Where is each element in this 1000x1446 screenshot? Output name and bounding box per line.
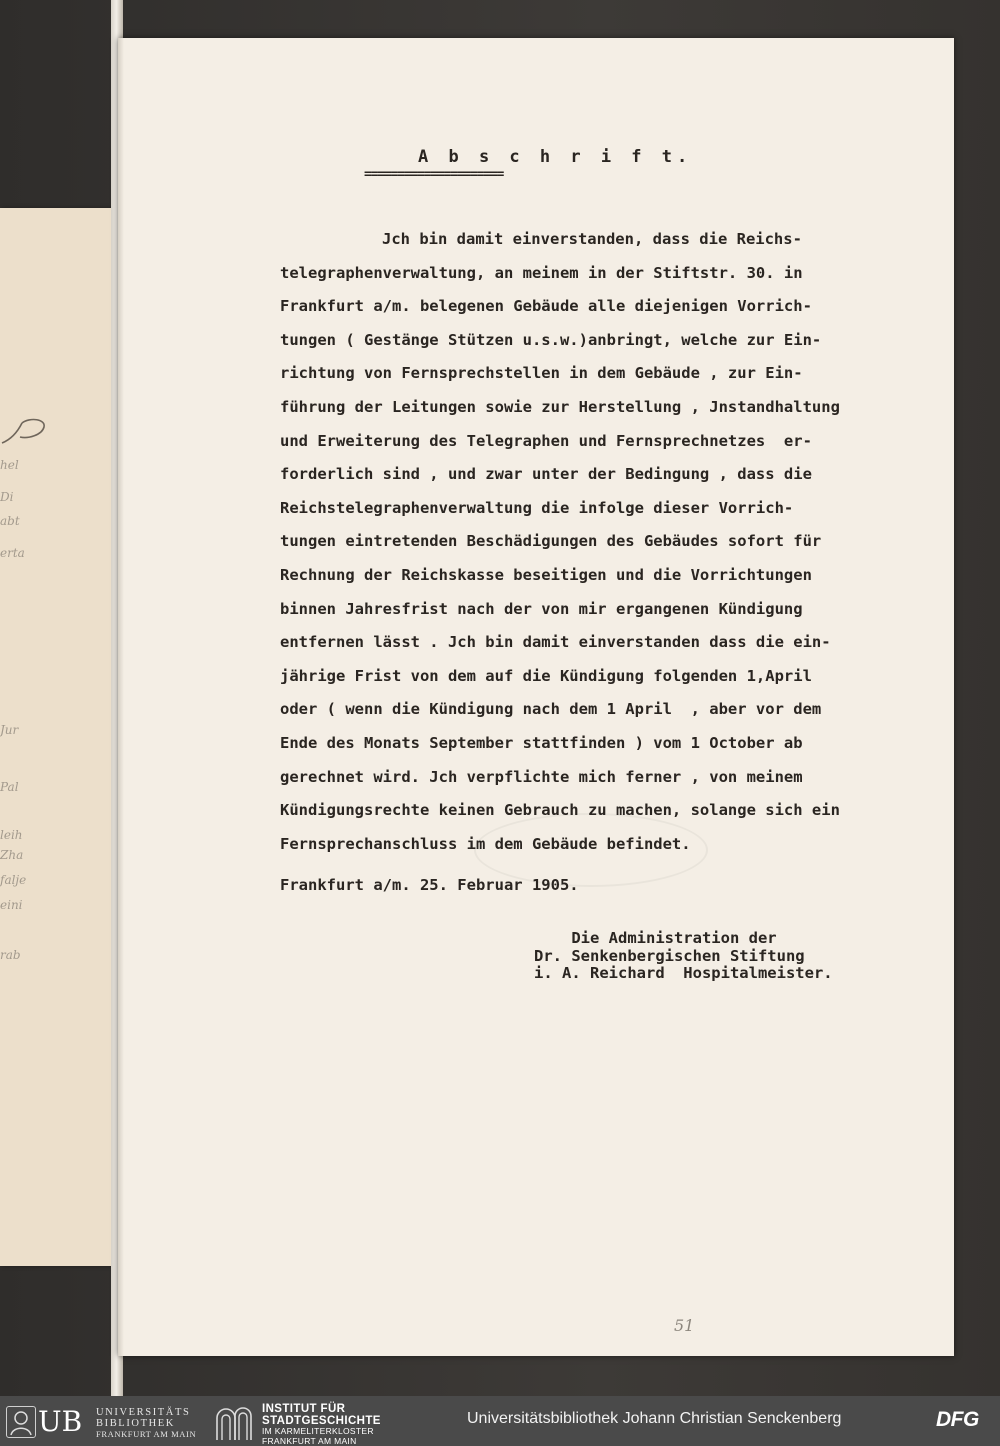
letter-body xyxy=(280,223,940,861)
bleed-through-mark: abt xyxy=(0,514,20,528)
isg-logo[interactable] xyxy=(214,1402,404,1446)
bleed-through-mark: Zha xyxy=(0,848,24,862)
isg-name xyxy=(262,1403,381,1446)
body-line: telegraphenverwaltung, an meinem in der Stiftstr. 30. in xyxy=(280,263,803,282)
isg-name-line: FRANKFURT AM MAIN xyxy=(262,1435,357,1446)
body-line: Frankfurt a/m. belegenen Gebäude alle diejenigen Vorrich- xyxy=(280,297,812,316)
body-line: und Erweiterung des Telegraphen und Fernsprechnetzes er- xyxy=(280,431,812,450)
body-line: oder ( wenn die Kündigung nach dem 1 April , aber vor dem xyxy=(280,700,822,719)
body-line: tungen ( Gestänge Stützen u.s.w.)anbringt, welche zur Ein- xyxy=(280,330,822,349)
ub-name-line: BIBLIOTHEK xyxy=(96,1417,175,1429)
body-line: Jch bin damit einverstanden, dass die Reichs- xyxy=(382,230,802,248)
title-underline: ===================== xyxy=(364,167,504,182)
goethe-portrait-icon xyxy=(6,1406,36,1438)
handwritten-mark-icon xyxy=(0,413,60,453)
ub-name xyxy=(96,1408,196,1440)
bleed-through-mark: eini xyxy=(0,898,23,912)
body-line: tungen eintretenden Beschädigungen des Gebäudes sofort für xyxy=(280,532,822,551)
bleed-through-mark: falje xyxy=(0,873,27,887)
document-title: A b s c h r i f t. xyxy=(418,147,693,167)
body-line: führung der Leitungen sowie zur Herstellung , Jnstandhaltung xyxy=(280,397,840,416)
underlying-sheet xyxy=(0,208,118,1266)
ub-name-line: UNIVERSITÄTS xyxy=(96,1407,191,1418)
ub-name-line: FRANKFURT AM MAIN xyxy=(96,1429,197,1439)
ub-letters: UB xyxy=(38,1405,83,1438)
pencil-page-number: 51 xyxy=(674,1316,695,1335)
bleed-through-mark: rab xyxy=(0,948,21,962)
isg-name-line: INSTITUT FÜR xyxy=(262,1403,346,1415)
place-and-date: Frankfurt a/m. 25. Februar 1905. xyxy=(280,876,579,894)
bleed-through-mark: erta xyxy=(0,546,25,560)
bleed-through-mark: Di xyxy=(0,490,14,504)
ub-logo[interactable] xyxy=(6,1404,201,1440)
isg-name-line: IM KARMELITERKLOSTER xyxy=(262,1426,374,1436)
signature-block xyxy=(534,930,833,983)
body-line: gerechnet wird. Jch verpflichte mich ferner , von meinem xyxy=(280,767,803,786)
footer-bar xyxy=(0,1396,1000,1446)
body-line: Rechnung der Reichskasse beseitigen und die Vorrichtungen xyxy=(280,565,812,584)
library-name[interactable]: Universitätsbibliothek Johann Christian Senckenberg xyxy=(467,1410,842,1427)
bleed-through-mark: Pal xyxy=(0,780,19,794)
signature-line: Dr. Senkenbergischen Stiftung xyxy=(534,946,805,965)
body-line: forderlich sind , und zwar unter der Bedingung , dass die xyxy=(280,465,812,484)
body-line: jährige Frist von dem auf die Kündigung folgenden 1,April xyxy=(280,666,812,685)
document-page xyxy=(118,38,954,1356)
page-edge-shadow xyxy=(118,38,124,1356)
body-line: Fernsprechanschluss im dem Gebäude befindet. xyxy=(280,834,691,853)
body-line: Kündigungsrechte keinen Gebrauch zu machen, solange sich ein xyxy=(280,801,840,820)
bleed-through-mark: leih xyxy=(0,828,23,842)
signature-line: i. A. Reichard Hospitalmeister. xyxy=(534,964,833,982)
body-line: Ende des Monats September stattfinden ) vom 1 October ab xyxy=(280,733,803,752)
signature-line: Die Administration der xyxy=(534,929,777,947)
arches-icon xyxy=(214,1404,254,1440)
dfg-logo[interactable]: DFG xyxy=(936,1408,979,1431)
body-line: richtung von Fernsprechstellen in dem Gebäude , zur Ein- xyxy=(280,364,803,383)
bleed-through-mark: hel xyxy=(0,458,19,472)
body-line: entfernen lässt . Jch bin damit einverstanden dass die ein- xyxy=(280,633,831,652)
bleed-through-mark: Jur xyxy=(0,723,19,737)
body-line: Reichstelegraphenverwaltung die infolge dieser Vorrich- xyxy=(280,498,794,517)
isg-name-line: STADTGESCHICHTE xyxy=(262,1415,381,1427)
body-line: binnen Jahresfrist nach der von mir ergangenen Kündigung xyxy=(280,599,803,618)
